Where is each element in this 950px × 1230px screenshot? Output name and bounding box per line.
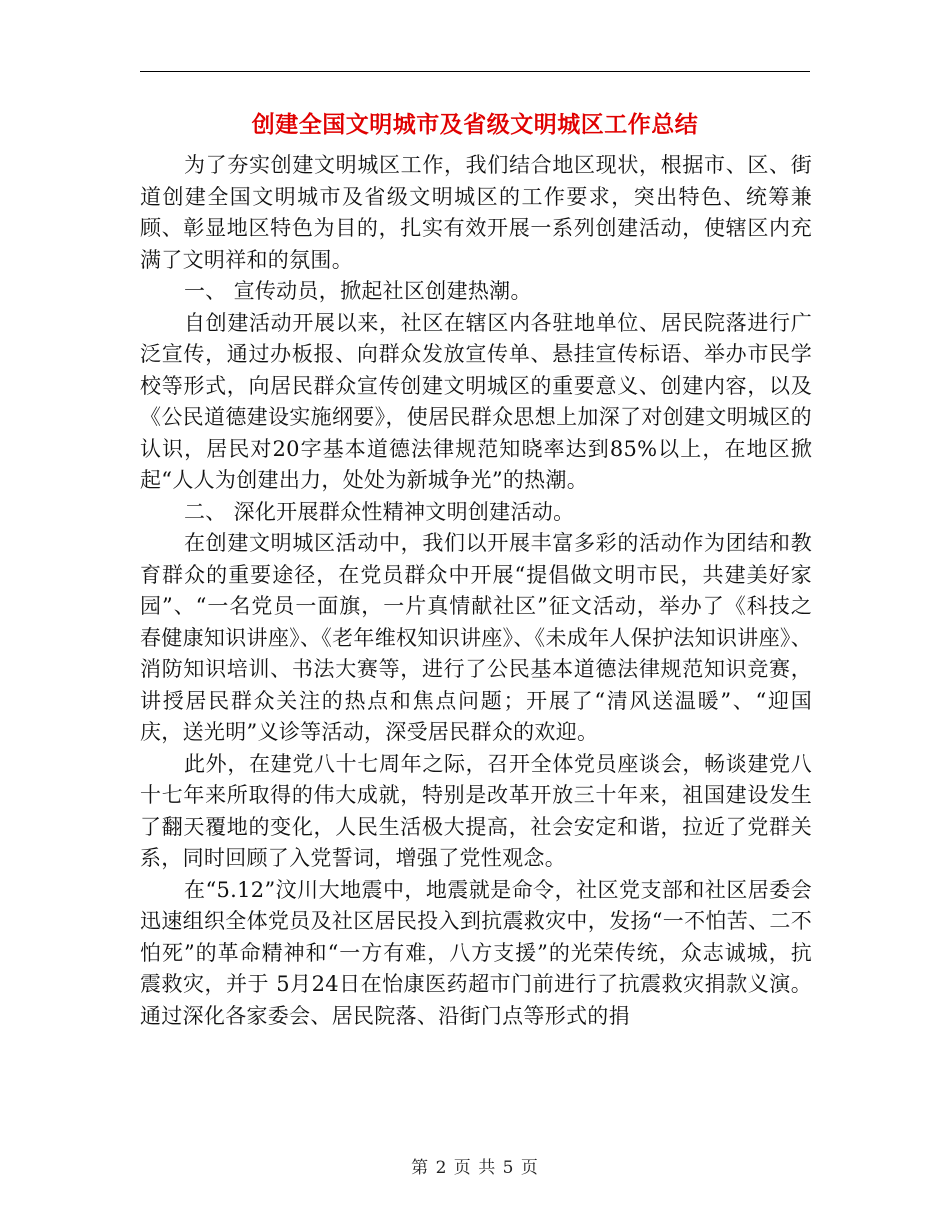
section-2-paragraph-earthquake: 在“5.12”汶川大地震中，地震就是命令，社区党支部和社区居委会迅速组织全体党员及社区居民投入到抗震救灾中，发扬“一不怕苦、二不怕死”的革命精神和“一方有难，八方支援”的光荣传统，众志诚城，抗震救灾，并于 5月24日在怡康医药超市门前进行了抗震救灾捐款义演。通过深化各家委会、居民院落、沿街门点等形式的捐: [140, 877, 812, 1028]
header-rule: [140, 71, 810, 72]
section-2-paragraph: 在创建文明城区活动中，我们以开展丰富多彩的活动作为团结和教育群众的重要途径，在党员群众中开展“提倡做文明市民，共建美好家园”、“一名党员一面旗，一片真情献社区”征文活动，举办了《科技之春健康知识讲座》、《老年维权知识讲座》、《未成年人保护法知识讲座》、消防知识培训、书法大赛等，进行了公民基本道德法律规范知识竞赛，讲授居民群众关注的热点和焦点问题；开展了“清风送温暖”、“迎国庆，送光明”义诊等活动，深受居民群众的欢迎。: [140, 531, 812, 744]
section-1-paragraph: 自创建活动开展以来，社区在辖区内各驻地单位、居民院落进行广泛宣传，通过办板报、向群众发放宣传单、悬挂宣传标语、举办市民学校等形式，向居民群众宣传创建文明城区的重要意义、创建内容，以及《公民道德建设实施纲要》，使居民群众思想上加深了对创建文明城区的认识，居民对20字基本道德法律规范知晓率达到85%以上，在地区掀起“人人为创建出力，处处为新城争光”的热潮。: [140, 310, 812, 492]
intro-paragraph: 为了夯实创建文明城区工作，我们结合地区现状，根据市、区、街道创建全国文明城市及省级文明城区的工作要求，突出特色、统筹兼顾、彰显地区特色为目的，扎实有效开展一系列创建活动，使辖区内充满了文明祥和的氛围。: [140, 153, 812, 272]
page-number-footer: 第 2 页 共 5 页: [411, 1158, 539, 1178]
section-2-paragraph-anniversary: 此外，在建党八十七周年之际，召开全体党员座谈会，畅谈建党八十七年来所取得的伟大成就，特别是改革开放三十年来，祖国建设发生了翻天覆地的变化，人民生活极大提高，社会安定和谐，拉近了党群关系，同时回顾了入党誓词，增强了党性观念。: [140, 751, 812, 870]
section-heading-1: 一、 宣传动员，掀起社区创建热潮。: [184, 279, 532, 303]
document-title: 创建全国文明城市及省级文明城区工作总结: [251, 112, 699, 138]
document-body: [140, 150, 812, 1032]
section-heading-2: 二、 深化开展群众性精神文明创建活动。: [184, 499, 575, 524]
